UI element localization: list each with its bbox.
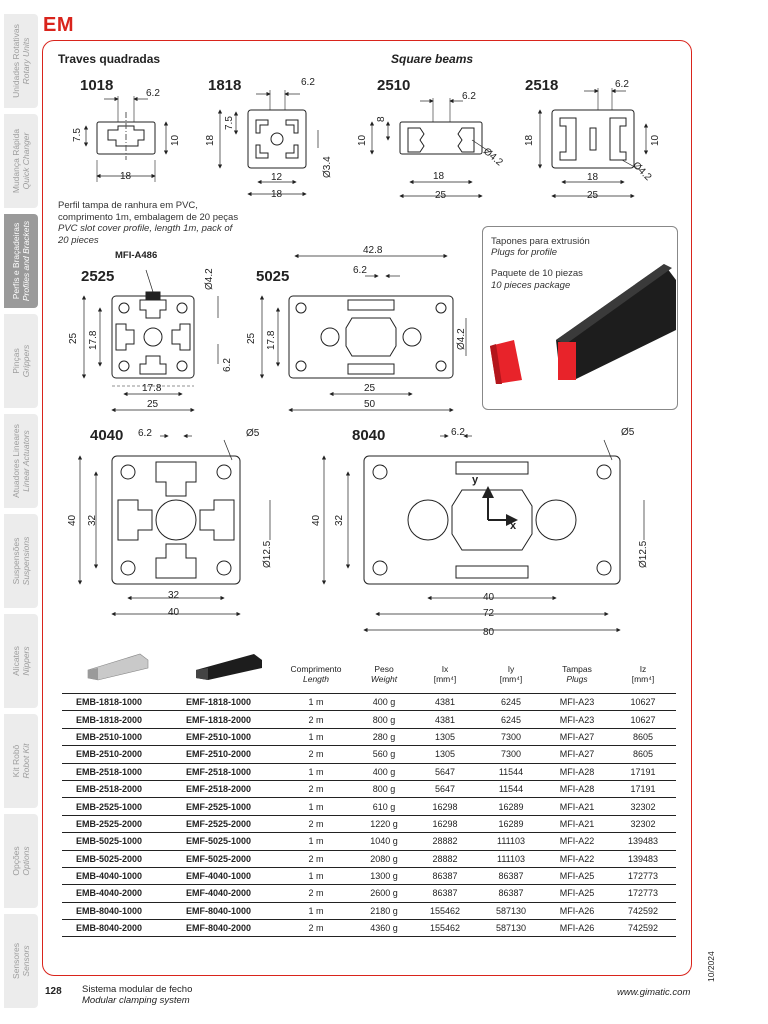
heading-pt: Traves quadradas (58, 52, 161, 66)
axis-y-label: y (472, 474, 479, 486)
code-black-cell: EMF-2525-2000 (172, 815, 276, 832)
length-cell: 1 m (276, 798, 356, 815)
dim-label: 18 (120, 171, 132, 182)
iz-cell: 8605 (610, 728, 676, 745)
profile-4040-name: 4040 (90, 427, 124, 444)
weight-cell: 4360 g (356, 920, 412, 937)
axis-x-label: x (510, 520, 517, 532)
iz-cell: 17191 (610, 763, 676, 780)
page-number: 128 (45, 986, 62, 997)
dim-label: 40 (67, 514, 78, 526)
iy-cell: 7300 (478, 746, 544, 763)
iz-cell: 10627 (610, 711, 676, 728)
weight-cell: 400 g (356, 694, 412, 711)
code-silver-cell: EMB-4040-2000 (62, 885, 172, 902)
profile-1818-name: 1818 (208, 77, 242, 94)
sidebar-tab-label-en: Nippers (21, 646, 31, 676)
code-black-cell: EMF-1818-2000 (172, 711, 276, 728)
weight-cell: 2080 g (356, 850, 412, 867)
sidebar-tab-label-en: Quick Changer (21, 132, 31, 190)
dim-label: 25 (435, 190, 447, 201)
sidebar-tab-label-en: Options (21, 846, 31, 876)
iz-cell: 8605 (610, 746, 676, 763)
length-cell: 1 m (276, 694, 356, 711)
heading-en: Square beams (391, 52, 474, 66)
ix-cell: 28882 (412, 833, 478, 850)
profile-1018-drawing (86, 96, 166, 182)
ix-cell: 4381 (412, 694, 478, 711)
plugs-cell: MFI-A22 (544, 850, 610, 867)
profile-2510-drawing (372, 98, 490, 196)
table-row (62, 694, 676, 711)
ix-cell: 86387 (412, 885, 478, 902)
sidebar-tab-label: Perfis e Braçadeiras (11, 222, 21, 300)
plugs-title-en: Plugs for profile (491, 247, 558, 258)
table-row (62, 746, 676, 763)
length-cell: 2 m (276, 780, 356, 797)
dim-label: 6.2 (353, 265, 367, 276)
plugs-cell: MFI-A27 (544, 746, 610, 763)
dim-label: 25 (147, 399, 159, 410)
dim-label: 18 (587, 172, 599, 183)
code-silver-cell: EMB-8040-1000 (62, 902, 172, 919)
sidebar-tab-label: Kit Robô (11, 744, 21, 778)
header-en: Length (303, 674, 329, 684)
code-black-cell: EMF-4040-2000 (172, 885, 276, 902)
code-silver-cell: EMB-2525-1000 (62, 798, 172, 815)
iy-cell: 7300 (478, 728, 544, 745)
iy-cell: 86387 (478, 867, 544, 884)
weight-cell: 1300 g (356, 867, 412, 884)
dim-label: 6.2 (615, 79, 629, 90)
sidebar-tab-robot-kit[interactable] (4, 714, 38, 808)
dim-label: 6.2 (222, 358, 233, 372)
iy-cell: 6245 (478, 711, 544, 728)
header-en: [mm⁴] (499, 674, 523, 684)
header-en: Plugs (566, 674, 588, 684)
dim-label: 6.2 (462, 91, 476, 102)
col-header-iz (610, 655, 676, 694)
length-cell: 1 m (276, 728, 356, 745)
publication-date: 10/2024 (706, 951, 716, 982)
plugs-pack-en: 10 pieces package (491, 280, 571, 291)
code-silver-cell: EMB-2510-2000 (62, 746, 172, 763)
weight-cell: 2600 g (356, 885, 412, 902)
table-header-row (62, 655, 676, 694)
length-cell: 1 m (276, 763, 356, 780)
sidebar-tab-label-en: Linear Actuators (21, 430, 31, 492)
length-cell: 2 m (276, 711, 356, 728)
table-row (62, 850, 676, 867)
length-cell: 2 m (276, 815, 356, 832)
dim-label: Ø12.5 (638, 540, 649, 568)
iz-cell: 10627 (610, 694, 676, 711)
footer-title-pt: Sistema modular de fecho (82, 984, 193, 995)
dim-label: 6.2 (301, 77, 315, 88)
header-en: [mm⁴] (433, 674, 457, 684)
dim-label: 25 (68, 332, 79, 344)
iz-cell: 139483 (610, 833, 676, 850)
table-row (62, 728, 676, 745)
sidebar-tab-options[interactable] (4, 814, 38, 908)
iz-cell: 139483 (610, 850, 676, 867)
code-silver-cell: EMB-8040-2000 (62, 920, 172, 937)
sidebar-tab-label: Suspensões (11, 537, 21, 585)
length-cell: 2 m (276, 885, 356, 902)
iy-cell: 86387 (478, 885, 544, 902)
code-silver-cell: EMB-2518-2000 (62, 780, 172, 797)
dim-label: 25 (364, 383, 376, 394)
dim-label: 10 (170, 134, 181, 146)
ix-cell: 155462 (412, 920, 478, 937)
plugs-info-box (482, 226, 678, 410)
code-black-cell: EMF-5025-1000 (172, 833, 276, 850)
dim-label: 32 (168, 590, 180, 601)
iy-cell: 111103 (478, 850, 544, 867)
pvc-note-en-2: 20 pieces (58, 234, 99, 246)
dim-label: 10 (650, 134, 661, 146)
ix-cell: 16298 (412, 798, 478, 815)
dim-label: 40 (168, 607, 180, 618)
dim-label: Ø4.2 (204, 268, 215, 290)
plugs-cell: MFI-A21 (544, 815, 610, 832)
dim-label: 50 (364, 399, 376, 410)
dim-label: Ø3.4 (322, 156, 333, 178)
iz-cell: 742592 (610, 902, 676, 919)
sidebar-tab-label: Pinças (11, 348, 21, 374)
ix-cell: 86387 (412, 867, 478, 884)
code-silver-cell: EMB-5025-2000 (62, 850, 172, 867)
pvc-note-pt-2: comprimento 1m, embalagem de 20 peças (58, 211, 239, 223)
code-black-cell: EMF-5025-2000 (172, 850, 276, 867)
code-black-cell: EMF-4040-1000 (172, 867, 276, 884)
dim-label: Ø12.5 (262, 540, 273, 568)
sidebar-tab-label-en: Profiles and Brackets (21, 220, 31, 302)
dim-label: 32 (334, 514, 345, 526)
code-black-cell: EMF-1818-1000 (172, 694, 276, 711)
code-black-cell: EMF-2518-2000 (172, 780, 276, 797)
ix-cell: 4381 (412, 711, 478, 728)
length-cell: 1 m (276, 867, 356, 884)
sidebar-tab-label: Mudança Rápida (11, 128, 21, 194)
col-header-iy (478, 655, 544, 694)
weight-cell: 1220 g (356, 815, 412, 832)
dim-label: 80 (483, 627, 495, 638)
ix-cell: 1305 (412, 746, 478, 763)
table-row (62, 867, 676, 884)
code-silver-cell: EMB-1818-1000 (62, 694, 172, 711)
ix-cell: 28882 (412, 850, 478, 867)
ix-cell: 155462 (412, 902, 478, 919)
footer-title (82, 984, 192, 1006)
iy-cell: 16289 (478, 798, 544, 815)
table-row (62, 815, 676, 832)
iz-cell: 742592 (610, 920, 676, 937)
table-row (62, 920, 676, 937)
dim-label: 32 (87, 514, 98, 526)
dim-label: 40 (483, 592, 495, 603)
website-link[interactable]: www.gimatic.com (617, 987, 691, 998)
dim-label: 18 (524, 134, 535, 146)
sidebar-tab-label-en: Rotary Units (21, 37, 31, 85)
iz-cell: 172773 (610, 885, 676, 902)
ix-cell: 5647 (412, 780, 478, 797)
dim-label: 18 (205, 134, 216, 146)
iy-cell: 6245 (478, 694, 544, 711)
plugs-cell: MFI-A26 (544, 902, 610, 919)
plugs-cell: MFI-A25 (544, 885, 610, 902)
code-silver-cell: EMB-2518-1000 (62, 763, 172, 780)
plugs-cell: MFI-A28 (544, 780, 610, 797)
profile-1018-name: 1018 (80, 77, 114, 94)
col-header-plugs (544, 655, 610, 694)
sidebar-tab-label-en: Sensors (21, 945, 31, 977)
em-series-logo: EM (43, 14, 74, 36)
dim-label: 40 (311, 514, 322, 526)
iz-cell: 172773 (610, 867, 676, 884)
plugs-cell: MFI-A25 (544, 867, 610, 884)
weight-cell: 400 g (356, 763, 412, 780)
spec-table (62, 655, 676, 937)
code-black-cell: EMF-8040-2000 (172, 920, 276, 937)
weight-cell: 560 g (356, 746, 412, 763)
dim-label: 17.8 (266, 330, 277, 350)
plugs-cell: MFI-A26 (544, 920, 610, 937)
pvc-note-en-1: PVC slot cover profile, length 1m, pack of (58, 223, 233, 234)
iz-cell: 32302 (610, 798, 676, 815)
col-header-weight (356, 655, 412, 694)
dim-label: 18 (433, 171, 445, 182)
dim-label: 18 (271, 189, 283, 200)
sidebar-tab-label: Sensores (11, 943, 21, 979)
plugs-cell: MFI-A27 (544, 728, 610, 745)
length-cell: 2 m (276, 920, 356, 937)
dim-label: 25 (246, 332, 257, 344)
header-pt: Ix (441, 664, 449, 674)
code-black-cell: EMF-8040-1000 (172, 902, 276, 919)
weight-cell: 610 g (356, 798, 412, 815)
code-black-cell: EMF-2510-2000 (172, 746, 276, 763)
table-row (62, 902, 676, 919)
header-pt: Comprimento (290, 664, 342, 674)
col-header-length (276, 655, 356, 694)
iy-cell: 587130 (478, 920, 544, 937)
dim-label: 17.8 (88, 330, 99, 350)
weight-cell: 2180 g (356, 902, 412, 919)
code-silver-cell: EMB-2510-1000 (62, 728, 172, 745)
profile-2525-name: 2525 (81, 268, 115, 285)
length-cell: 2 m (276, 746, 356, 763)
dim-label: 6.2 (138, 428, 152, 439)
header-pt: Peso (374, 664, 394, 674)
sidebar-tab-label-en: Robot Kit (21, 743, 31, 779)
pvc-note-pt-1: Perfil tampa de ranhura em PVC, (58, 200, 198, 211)
iy-cell: 111103 (478, 833, 544, 850)
profile-1818-drawing (220, 90, 318, 194)
slot-cover-code: MFI-A486 (115, 250, 158, 261)
code-silver-cell: EMB-1818-2000 (62, 711, 172, 728)
plugs-pack-es: Paquete de 10 piezas (491, 268, 583, 279)
profile-2518-name: 2518 (525, 77, 559, 94)
profile-4040-drawing (80, 436, 270, 614)
sidebar-tab-label-en: Grippers (21, 344, 31, 378)
pvc-slot-cover-note (58, 200, 238, 246)
header-en: [mm⁴] (631, 674, 655, 684)
dim-label: 17.8 (142, 383, 162, 394)
dim-label: 7.5 (224, 116, 235, 130)
profile-8040-name: 8040 (352, 427, 386, 444)
code-black-cell: EMF-2525-1000 (172, 798, 276, 815)
ix-cell: 16298 (412, 815, 478, 832)
dim-label: Ø5 (621, 427, 635, 438)
dim-label: Ø4.2 (456, 328, 467, 350)
dim-label: 6.2 (451, 427, 465, 438)
table-row (62, 711, 676, 728)
weight-cell: 1040 g (356, 833, 412, 850)
dim-label: Ø4.2 (630, 160, 654, 184)
table-row (62, 833, 676, 850)
dim-label: 7.5 (72, 128, 83, 142)
footer-title-en: Modular clamping system (82, 995, 190, 1006)
plugs-title-es: Tapones para extrusión (491, 236, 590, 247)
code-silver-cell: EMB-2525-2000 (62, 815, 172, 832)
dim-label: 10 (357, 134, 368, 146)
dim-label: 42.8 (363, 245, 383, 256)
weight-cell: 280 g (356, 728, 412, 745)
plugs-cell: MFI-A28 (544, 763, 610, 780)
plugs-cell: MFI-A23 (544, 694, 610, 711)
table-row (62, 798, 676, 815)
sidebar-tab-label: Alicates (11, 646, 21, 676)
code-silver-cell: EMB-5025-1000 (62, 833, 172, 850)
iy-cell: 11544 (478, 763, 544, 780)
plugs-cell: MFI-A21 (544, 798, 610, 815)
sidebar-tab-sensors[interactable] (4, 914, 38, 1008)
iy-cell: 587130 (478, 902, 544, 919)
header-en: Weight (370, 674, 398, 684)
code-silver-cell: EMB-4040-1000 (62, 867, 172, 884)
dim-label: Ø5 (246, 428, 260, 439)
iz-cell: 32302 (610, 815, 676, 832)
ix-cell: 5647 (412, 763, 478, 780)
table-row (62, 885, 676, 902)
col-header-black-code (172, 655, 276, 694)
dim-label: 12 (271, 172, 283, 183)
dim-label: 72 (483, 608, 495, 619)
dim-label: Ø4.2 (480, 146, 505, 169)
length-cell: 1 m (276, 902, 356, 919)
dim-label: 25 (587, 190, 599, 201)
sidebar-tab-label: Atuadores Lineares (11, 424, 21, 498)
sidebar-tab-label: Opções (11, 846, 21, 876)
weight-cell: 800 g (356, 780, 412, 797)
code-black-cell: EMF-2518-1000 (172, 763, 276, 780)
iy-cell: 16289 (478, 815, 544, 832)
table-row (62, 780, 676, 797)
col-header-ix (412, 655, 478, 694)
length-cell: 2 m (276, 850, 356, 867)
plugs-cell: MFI-A22 (544, 833, 610, 850)
code-black-cell: EMF-2510-1000 (172, 728, 276, 745)
header-pt: Iz (639, 664, 647, 674)
profile-2510-name: 2510 (377, 77, 411, 94)
col-header-black-code (62, 655, 172, 694)
spec-table-body (62, 694, 676, 937)
header-pt: Iy (507, 664, 515, 674)
profile-5025-name: 5025 (256, 268, 290, 285)
iz-cell: 17191 (610, 780, 676, 797)
ix-cell: 1305 (412, 728, 478, 745)
table-row (62, 763, 676, 780)
sidebar-tab-label-en: Suspensions (21, 536, 31, 586)
dim-label: 6.2 (146, 88, 160, 99)
length-cell: 1 m (276, 833, 356, 850)
plugs-cell: MFI-A23 (544, 711, 610, 728)
weight-cell: 800 g (356, 711, 412, 728)
sidebar-tab-label: Unidades Rotativas (11, 24, 21, 98)
header-pt: Tampas (562, 664, 592, 674)
dim-label: 8 (376, 116, 387, 122)
iy-cell: 11544 (478, 780, 544, 797)
